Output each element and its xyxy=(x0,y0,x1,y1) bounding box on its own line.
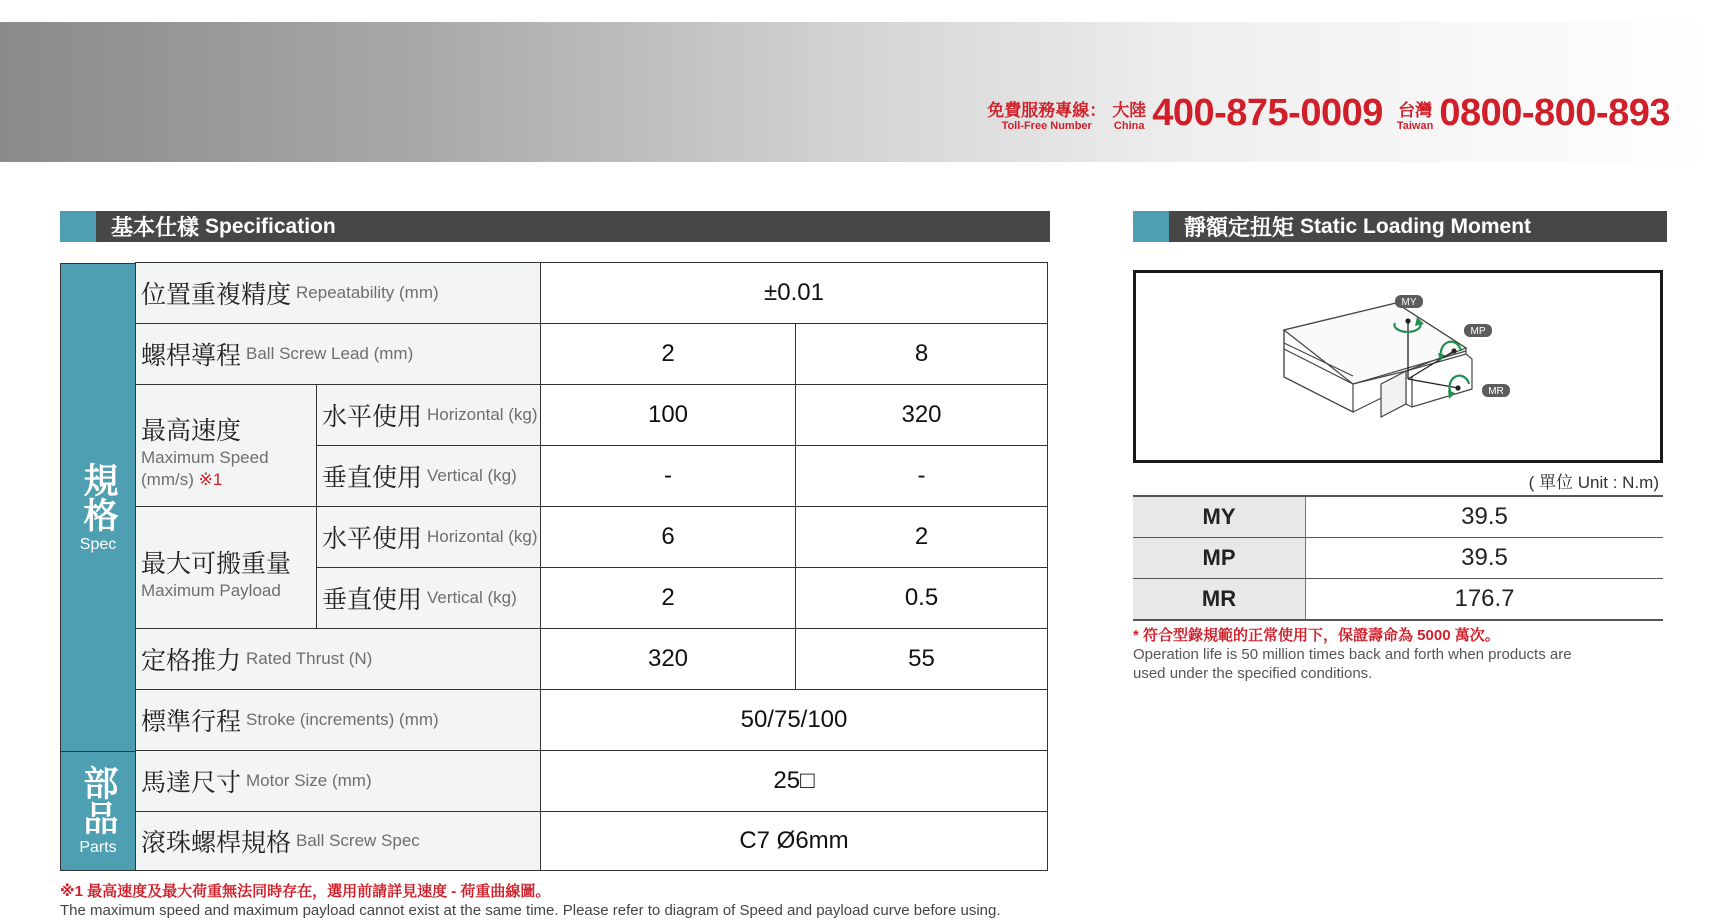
label-en: Horizontal (kg) xyxy=(427,405,538,424)
label-en-unit: (mm/s) xyxy=(141,469,194,489)
value-lead-1: 2 xyxy=(540,323,796,385)
spec-footnote xyxy=(60,882,1001,920)
label-zh: 位置重複精度 xyxy=(141,281,292,309)
moment-section-header xyxy=(1133,211,1667,242)
label-zh: 垂直使用 xyxy=(322,464,423,492)
table-row xyxy=(1133,537,1663,578)
value-speed-horizontal-2: 320 xyxy=(795,384,1048,446)
label-en: Vertical (kg) xyxy=(427,466,517,485)
moment-footnote-zh: * 符合型錄規範的正常使用下，保證壽命為 5000 萬次。 xyxy=(1133,627,1500,644)
section-accent-bar xyxy=(60,211,96,242)
label-en: Maximum Speed xyxy=(141,447,269,467)
spec-section-header xyxy=(60,211,1050,242)
label-zh: 標準行程 xyxy=(141,708,242,736)
label-zh: 螺桿導程 xyxy=(141,342,242,370)
moment-footnote-en-line2: used under the specified conditions. xyxy=(1133,665,1373,682)
value-thrust-1: 320 xyxy=(540,628,796,690)
section-accent-bar xyxy=(1133,211,1169,242)
toll-free-label-en: Toll-Free Number xyxy=(1001,120,1092,132)
row-label-speed-horizontal xyxy=(316,384,541,446)
label-en: Stroke (increments) (mm) xyxy=(246,710,439,729)
label-en: Vertical (kg) xyxy=(427,588,517,607)
spec-group-zh: 規格 xyxy=(79,461,118,532)
moment-value: 39.5 xyxy=(1461,544,1508,571)
value-speed-vertical-2: - xyxy=(795,445,1048,507)
label-en: Ball Screw Lead (mm) xyxy=(246,344,414,363)
row-label-ball-screw-spec xyxy=(135,811,541,871)
spec-table xyxy=(60,263,1048,871)
label-zh: 垂直使用 xyxy=(322,586,423,614)
moment-title-en: Static Loading Moment xyxy=(1300,214,1532,238)
value-payload-vertical-2: 0.5 xyxy=(795,567,1048,629)
table-row xyxy=(1133,497,1663,537)
label-en: Motor Size (mm) xyxy=(246,771,372,790)
moment-label-mr xyxy=(1482,384,1510,397)
value-ball-screw-spec: C7 Ø6mm xyxy=(540,811,1048,871)
row-label-motor-size xyxy=(135,750,541,812)
value-payload-horizontal-1: 6 xyxy=(540,506,796,568)
label-en: Maximum Payload xyxy=(141,580,281,600)
label-en: Repeatability (mm) xyxy=(296,283,439,302)
china-label xyxy=(1112,101,1146,132)
spec-title-zh: 基本仕樣 xyxy=(111,215,200,240)
label-zh: 馬達尺寸 xyxy=(141,769,242,797)
toll-free-info xyxy=(987,94,1678,132)
china-label-en: China xyxy=(1113,120,1145,132)
parts-group-zh: 部品 xyxy=(79,765,118,835)
row-label-max-payload xyxy=(135,506,317,629)
row-label-speed-vertical xyxy=(316,445,541,507)
taiwan-phone-number[interactable]: 0800-800-893 xyxy=(1439,92,1670,134)
spec-footnote-en: The maximum speed and maximum payload cannot exist at the same time. Please refer to diagram of Speed and payload curve before using. xyxy=(60,902,1001,919)
label-mp: MP xyxy=(1470,326,1486,337)
header-banner xyxy=(0,22,1714,162)
parts-group-en: Parts xyxy=(79,839,117,856)
label-zh: 水平使用 xyxy=(322,403,423,431)
moment-label-mp xyxy=(1464,324,1492,337)
spec-title-en: Specification xyxy=(205,214,336,238)
moment-diagram xyxy=(1133,270,1663,463)
row-label-payload-vertical xyxy=(316,567,541,629)
value-thrust-2: 55 xyxy=(795,628,1048,690)
actuator-block xyxy=(1284,303,1472,417)
row-label-max-speed xyxy=(135,384,317,507)
moment-key: MP xyxy=(1133,538,1306,578)
spec-group-en: Spec xyxy=(79,535,117,553)
label-mr: MR xyxy=(1488,386,1504,397)
moment-label-my xyxy=(1395,295,1423,308)
spec-footnote-zh: ※1 最高速度及最大荷重無法同時存在，選用前請詳見速度 - 荷重曲線圖。 xyxy=(60,883,551,900)
value-stroke: 50/75/100 xyxy=(540,689,1048,751)
value-payload-horizontal-2: 2 xyxy=(795,506,1048,568)
value-payload-vertical-1: 2 xyxy=(540,567,796,629)
china-phone-number[interactable]: 400-875-0009 xyxy=(1152,92,1383,134)
label-zh: 最高速度 xyxy=(141,416,242,445)
moment-title-zh: 靜額定扭矩 xyxy=(1184,215,1295,240)
moment-value: 176.7 xyxy=(1454,585,1515,612)
value-motor-size: 25□ xyxy=(540,750,1048,812)
value-lead-2: 8 xyxy=(795,323,1048,385)
row-label-ball-screw-lead xyxy=(135,323,541,385)
actuator-illustration xyxy=(1136,273,1660,460)
row-label-rated-thrust xyxy=(135,628,541,690)
row-label-stroke xyxy=(135,689,541,751)
row-label-payload-horizontal xyxy=(316,506,541,568)
label-zh: 最大可搬重量 xyxy=(141,549,292,578)
toll-free-label-zh: 免費服務專線： xyxy=(987,101,1107,120)
toll-free-label xyxy=(987,101,1106,132)
label-zh: 滾珠螺桿規格 xyxy=(141,829,292,857)
parts-group-label xyxy=(60,751,136,871)
value-speed-horizontal-1: 100 xyxy=(540,384,796,446)
label-zh: 水平使用 xyxy=(322,525,423,553)
moment-table xyxy=(1133,495,1663,621)
taiwan-label-en: Taiwan xyxy=(1396,120,1434,132)
taiwan-label-zh: 台灣 xyxy=(1398,101,1433,120)
unit-label: ( 單位 Unit : N.m) xyxy=(1528,473,1659,492)
value-repeatability: ±0.01 xyxy=(540,262,1048,324)
label-zh: 定格推力 xyxy=(141,647,242,675)
moment-value: 39.5 xyxy=(1461,503,1508,530)
label-en: Rated Thrust (N) xyxy=(246,649,373,668)
label-en: Ball Screw Spec xyxy=(296,831,420,850)
label-en: Horizontal (kg) xyxy=(427,527,538,546)
footnote-mark: ※1 xyxy=(198,469,223,489)
label-my: MY xyxy=(1401,297,1417,308)
moment-key: MY xyxy=(1133,497,1306,537)
row-label-repeatability xyxy=(135,262,541,324)
taiwan-label xyxy=(1397,101,1433,132)
moment-footnote xyxy=(1133,626,1673,683)
table-row xyxy=(1133,578,1663,619)
value-speed-vertical-1: - xyxy=(540,445,796,507)
china-label-zh: 大陸 xyxy=(1112,101,1147,120)
moment-key: MR xyxy=(1133,579,1306,619)
moment-footnote-en-line1: Operation life is 50 million times back and forth when products are xyxy=(1133,646,1572,663)
spec-group-label xyxy=(60,263,136,752)
